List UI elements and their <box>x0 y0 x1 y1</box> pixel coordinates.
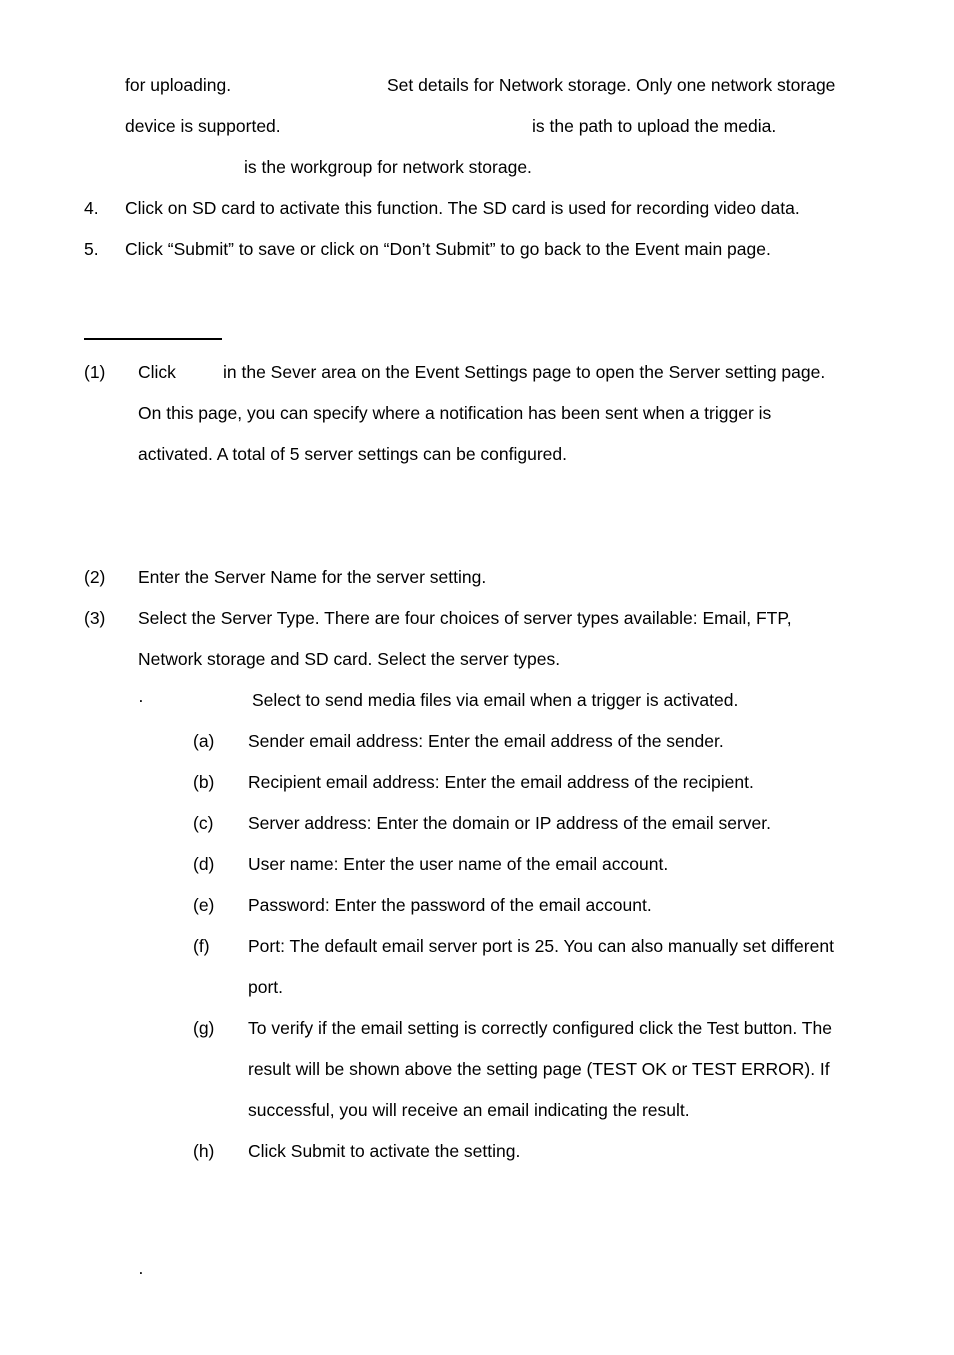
email-item-a-label: (a) <box>193 731 215 751</box>
email-item-g-line3: successful, you will receive an email indicating the result. <box>248 1100 690 1120</box>
server-step-2-number: (2) <box>84 567 106 587</box>
email-item-b-label: (b) <box>193 772 215 792</box>
intro-line1-left: for uploading. <box>125 75 232 95</box>
server-step-3-line2: Network storage and SD card. Select the server types. <box>138 649 561 669</box>
email-item-d-label: (d) <box>193 854 215 874</box>
email-item-c-line1: Server address: Enter the domain or IP address of the email server. <box>248 813 771 833</box>
email-bullet-text: Select to send media files via email when a trigger is activated. <box>252 690 739 710</box>
email-item-f-label: (f) <box>193 936 210 956</box>
server-step-1-line2: On this page, you can specify where a notification has been sent when a trigger is <box>138 403 772 423</box>
server-step-3-line1: Select the Server Type. There are four choices of server types available: Email, FTP, <box>138 608 792 628</box>
server-step-1-click-word: Click <box>138 362 176 382</box>
server-step-1-number: (1) <box>84 362 106 382</box>
email-item-b-line1: Recipient email address: Enter the email address of the recipient. <box>248 772 754 792</box>
intro-line3: is the workgroup for network storage. <box>244 157 532 177</box>
step-4-text: Click on SD card to activate this function. The SD card is used for recording video data. <box>125 198 800 218</box>
server-step-2-text: Enter the Server Name for the server setting. <box>138 567 487 587</box>
email-item-f-line1: Port: The default email server port is 25. You can also manually set different <box>248 936 834 956</box>
server-step-3-number: (3) <box>84 608 106 628</box>
email-item-f-line2: port. <box>248 977 284 997</box>
server-step-1-line1: in the Sever area on the Event Settings page to open the Server setting page. <box>223 362 826 382</box>
step-5-text: Click “Submit” to save or click on “Don’t Submit” to go back to the Event main page. <box>125 239 771 259</box>
email-item-e-line1: Password: Enter the password of the email account. <box>248 895 652 915</box>
ftp-bullet-mark: · <box>138 1262 144 1282</box>
email-item-a-line1: Sender email address: Enter the email address of the sender. <box>248 731 724 751</box>
email-item-g-line2: result will be shown above the setting page (TEST OK or TEST ERROR). If <box>248 1059 830 1079</box>
email-item-c-label: (c) <box>193 813 214 833</box>
email-item-g-line1: To verify if the email setting is correctly configured click the Test button. The <box>248 1018 832 1038</box>
email-item-h-label: (h) <box>193 1141 215 1161</box>
server-step-1-line3: activated. A total of 5 server settings can be configured. <box>138 444 568 464</box>
email-item-h-line1: Click Submit to activate the setting. <box>248 1141 521 1161</box>
intro-line1-right: Set details for Network storage. Only one network storage <box>387 75 836 95</box>
section-heading-underline <box>84 338 222 340</box>
email-item-g-label: (g) <box>193 1018 215 1038</box>
email-item-d-line1: User name: Enter the user name of the email account. <box>248 854 669 874</box>
step-4-number: 4. <box>84 198 99 218</box>
intro-line2-left: device is supported. <box>125 116 281 136</box>
step-5-number: 5. <box>84 239 99 259</box>
email-item-e-label: (e) <box>193 895 215 915</box>
email-bullet-mark: · <box>138 690 144 710</box>
intro-line2-right: is the path to upload the media. <box>532 116 777 136</box>
